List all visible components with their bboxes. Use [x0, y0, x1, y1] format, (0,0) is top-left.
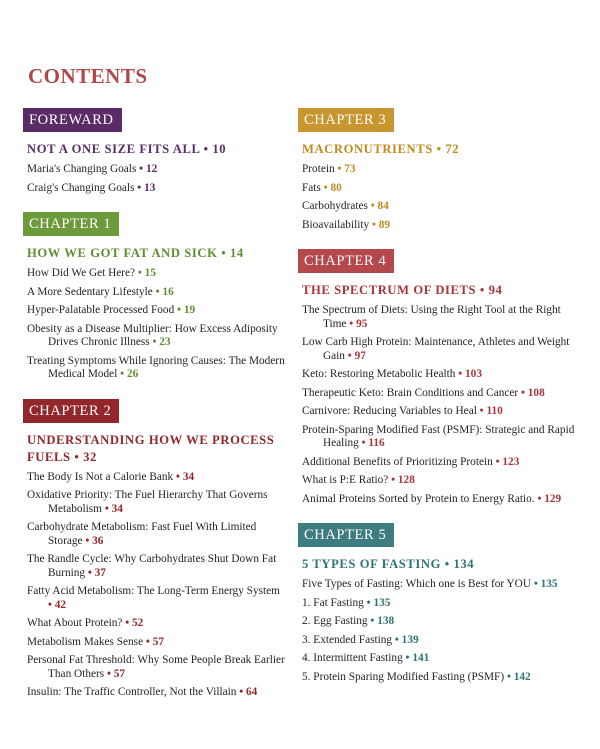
- entry-page-number: • 73: [337, 163, 355, 175]
- heading-page-number: • 134: [445, 557, 474, 571]
- toc-entry[interactable]: [302, 405, 580, 419]
- entry-page-number: • 84: [371, 200, 389, 212]
- left-column: [23, 108, 285, 717]
- entry-title: Five Types of Fasting: Which one is Best for YOU: [302, 578, 531, 590]
- entry-page-number: • 16: [156, 286, 174, 298]
- entry-title: Protein: [302, 163, 335, 175]
- section-chapter-2: [23, 399, 285, 700]
- entry-title: 3. Extended Fasting: [302, 633, 393, 646]
- heading-page-number: • 94: [480, 283, 503, 297]
- entry-page-number: • 37: [88, 567, 106, 579]
- entry-title: 2. Egg Fasting: [302, 615, 368, 627]
- entry-title: 5. Protein Sparing Modified Fasting (PSMF): [302, 670, 505, 683]
- entry-page-number: • 15: [138, 267, 156, 279]
- toc-entry[interactable]: [302, 652, 580, 666]
- heading-title: UNDERSTANDING HOW WE PROCESS FUELS: [27, 432, 275, 464]
- entry-title: Hyper-Palatable Processed Food: [27, 304, 175, 316]
- entry-title: Bioavailability: [302, 218, 370, 231]
- heading-page-number: • 10: [204, 142, 227, 156]
- section-chapter-4: [298, 249, 580, 506]
- entry-page-number: • 34: [105, 503, 123, 515]
- entry-page-number: • 110: [480, 405, 503, 417]
- toc-entry[interactable]: [302, 387, 580, 401]
- entry-title: Carbohydrate Metabolism: Fast Fuel With Limited Storage: [27, 521, 257, 547]
- entry-page-number: • 95: [349, 318, 367, 330]
- heading-page-number: • 72: [437, 142, 460, 156]
- toc-entry[interactable]: [302, 336, 580, 363]
- section-heading[interactable]: [302, 282, 580, 299]
- entry-title: The Spectrum of Diets: Using the Right Tool at the Right Time: [302, 304, 561, 330]
- entry-page-number: • 129: [537, 493, 561, 505]
- toc-entry[interactable]: [27, 617, 285, 631]
- entry-title: What About Protein?: [27, 617, 123, 629]
- toc-entry[interactable]: [302, 424, 580, 451]
- toc-entry[interactable]: [302, 456, 580, 470]
- entry-title: Oxidative Priority: The Fuel Hierarchy That Governs Metabolism: [27, 489, 268, 515]
- toc-entry[interactable]: [302, 634, 580, 648]
- entry-page-number: • 116: [362, 437, 385, 449]
- entry-title: How Did We Get Here?: [27, 267, 136, 279]
- chapter-banner: CHAPTER 3: [298, 108, 394, 132]
- entry-page-number: • 139: [395, 634, 419, 646]
- entry-title: Additional Benefits of Prioritizing Protein: [302, 455, 493, 468]
- toc-entry[interactable]: [27, 585, 285, 612]
- toc-entry[interactable]: [302, 578, 580, 592]
- entry-title: Fats: [302, 181, 321, 194]
- heading-page-number: • 32: [74, 450, 97, 464]
- chapter-banner: CHAPTER 2: [23, 399, 119, 423]
- toc-entry[interactable]: [27, 163, 285, 177]
- entry-page-number: • 57: [107, 668, 125, 680]
- entry-page-number: • 64: [239, 686, 257, 698]
- section-heading[interactable]: [27, 141, 285, 158]
- entry-title: Keto: Restoring Metabolic Health: [302, 368, 456, 380]
- entry-title: Carnivore: Reducing Variables to Heal: [302, 405, 477, 417]
- entry-page-number: • 80: [324, 182, 342, 194]
- toc-entry[interactable]: [27, 521, 285, 548]
- entry-page-number: • 135: [534, 578, 558, 590]
- toc-entry[interactable]: [302, 368, 580, 382]
- toc-entry[interactable]: [302, 163, 580, 177]
- entry-title: Obesity as a Disease Multiplier: How Excess Adiposity Drives Chronic Illness: [27, 322, 278, 348]
- toc-entry[interactable]: [27, 686, 285, 700]
- heading-title: 5 TYPES OF FASTING: [302, 557, 441, 571]
- section-heading[interactable]: [27, 432, 285, 466]
- entry-page-number: • 34: [176, 471, 194, 483]
- entry-page-number: • 103: [458, 368, 482, 380]
- chapter-banner: CHAPTER 4: [298, 249, 394, 273]
- entry-page-number: • 26: [120, 368, 138, 380]
- entry-title: 1. Fat Fasting: [302, 596, 364, 609]
- heading-title: HOW WE GOT FAT AND SICK: [27, 246, 218, 260]
- entry-page-number: • 128: [391, 474, 415, 486]
- toc-entry[interactable]: [27, 471, 285, 485]
- toc-entry[interactable]: [302, 219, 580, 233]
- entry-title: The Randle Cycle: Why Carbohydrates Shut Down Fat Burning: [27, 553, 277, 579]
- entry-title: Low Carb High Protein: Maintenance, Athletes and Weight Gain: [302, 336, 570, 362]
- chapter-banner: CHAPTER 1: [23, 212, 119, 236]
- toc-entry[interactable]: [27, 553, 285, 580]
- entry-page-number: • 135: [367, 597, 391, 609]
- entry-title: Fatty Acid Metabolism: The Long-Term Energy System: [27, 585, 280, 597]
- entry-page-number: • 23: [152, 336, 170, 348]
- toc-entry[interactable]: [27, 489, 285, 516]
- toc-entry[interactable]: [27, 304, 285, 318]
- entry-page-number: • 141: [406, 652, 430, 664]
- entry-title: Protein-Sparing Modified Fast (PSMF): Strategic and Rapid Healing: [302, 423, 575, 449]
- entry-title: Animal Proteins Sorted by Protein to Energy Ratio.: [302, 492, 535, 505]
- right-column: [298, 108, 580, 701]
- entry-title: Metabolism Makes Sense: [27, 635, 144, 648]
- entry-title: Insulin: The Traffic Controller, Not the Villain: [27, 686, 237, 698]
- heading-title: THE SPECTRUM OF DIETS: [302, 283, 477, 297]
- entry-page-number: • 42: [48, 599, 66, 611]
- toc-entry[interactable]: [27, 355, 285, 382]
- heading-title: NOT A ONE SIZE FITS ALL: [27, 142, 200, 156]
- entry-title: The Body Is Not a Calorie Bank: [27, 470, 174, 483]
- entry-title: A More Sedentary Lifestyle: [27, 285, 153, 298]
- section-chapter-1: [23, 212, 285, 382]
- toc-entry[interactable]: [27, 323, 285, 350]
- chapter-banner: FOREWARD: [23, 108, 122, 132]
- toc-entry[interactable]: [302, 493, 580, 507]
- section-chapter-5: [298, 523, 580, 684]
- toc-entry[interactable]: [302, 200, 580, 214]
- toc-entry[interactable]: [302, 182, 580, 196]
- page-title: CONTENTS: [28, 64, 148, 88]
- entry-title: Personal Fat Threshold: Why Some People Break Earlier Than Others: [27, 654, 285, 680]
- toc-entry[interactable]: [27, 654, 285, 681]
- toc-entry[interactable]: [27, 636, 285, 650]
- toc-entry[interactable]: [302, 304, 580, 331]
- chapter-banner: CHAPTER 5: [298, 523, 394, 547]
- toc-entry[interactable]: [302, 597, 580, 611]
- entry-page-number: • 138: [370, 615, 394, 627]
- entry-page-number: • 12: [139, 163, 157, 175]
- entry-page-number: • 142: [507, 671, 531, 683]
- entry-page-number: • 13: [137, 182, 155, 194]
- section-heading[interactable]: [302, 556, 580, 573]
- entry-title: What is P:E Ratio?: [302, 474, 389, 486]
- entry-title: Maria's Changing Goals: [27, 163, 137, 175]
- entry-page-number: • 57: [146, 636, 164, 648]
- entry-page-number: • 52: [125, 617, 143, 629]
- section-foreward: [23, 108, 285, 195]
- entry-title: Carbohydrates: [302, 200, 368, 212]
- heading-title: MACRONUTRIENTS: [302, 142, 433, 156]
- entry-page-number: • 89: [372, 219, 390, 231]
- section-chapter-3: [298, 108, 580, 232]
- toc-entry[interactable]: [302, 615, 580, 629]
- section-heading[interactable]: [27, 245, 285, 262]
- entry-page-number: • 123: [496, 456, 520, 468]
- toc-entry[interactable]: [302, 474, 580, 488]
- entry-title: 4. Intermittent Fasting: [302, 652, 403, 664]
- toc-entry[interactable]: [27, 267, 285, 281]
- heading-page-number: • 14: [221, 246, 244, 260]
- toc-entry[interactable]: [27, 182, 285, 196]
- entry-title: Therapeutic Keto: Brain Conditions and Cancer: [302, 386, 519, 399]
- entry-title: Treating Symptoms While Ignoring Causes: The Modern Medical Model: [27, 354, 285, 380]
- entry-page-number: • 36: [85, 535, 103, 547]
- entry-page-number: • 19: [177, 304, 195, 316]
- toc-entry[interactable]: [302, 671, 580, 685]
- entry-title: Craig's Changing Goals: [27, 181, 135, 194]
- entry-page-number: • 108: [521, 387, 545, 399]
- entry-page-number: • 97: [348, 350, 366, 362]
- section-heading[interactable]: [302, 141, 580, 158]
- toc-entry[interactable]: [27, 286, 285, 300]
